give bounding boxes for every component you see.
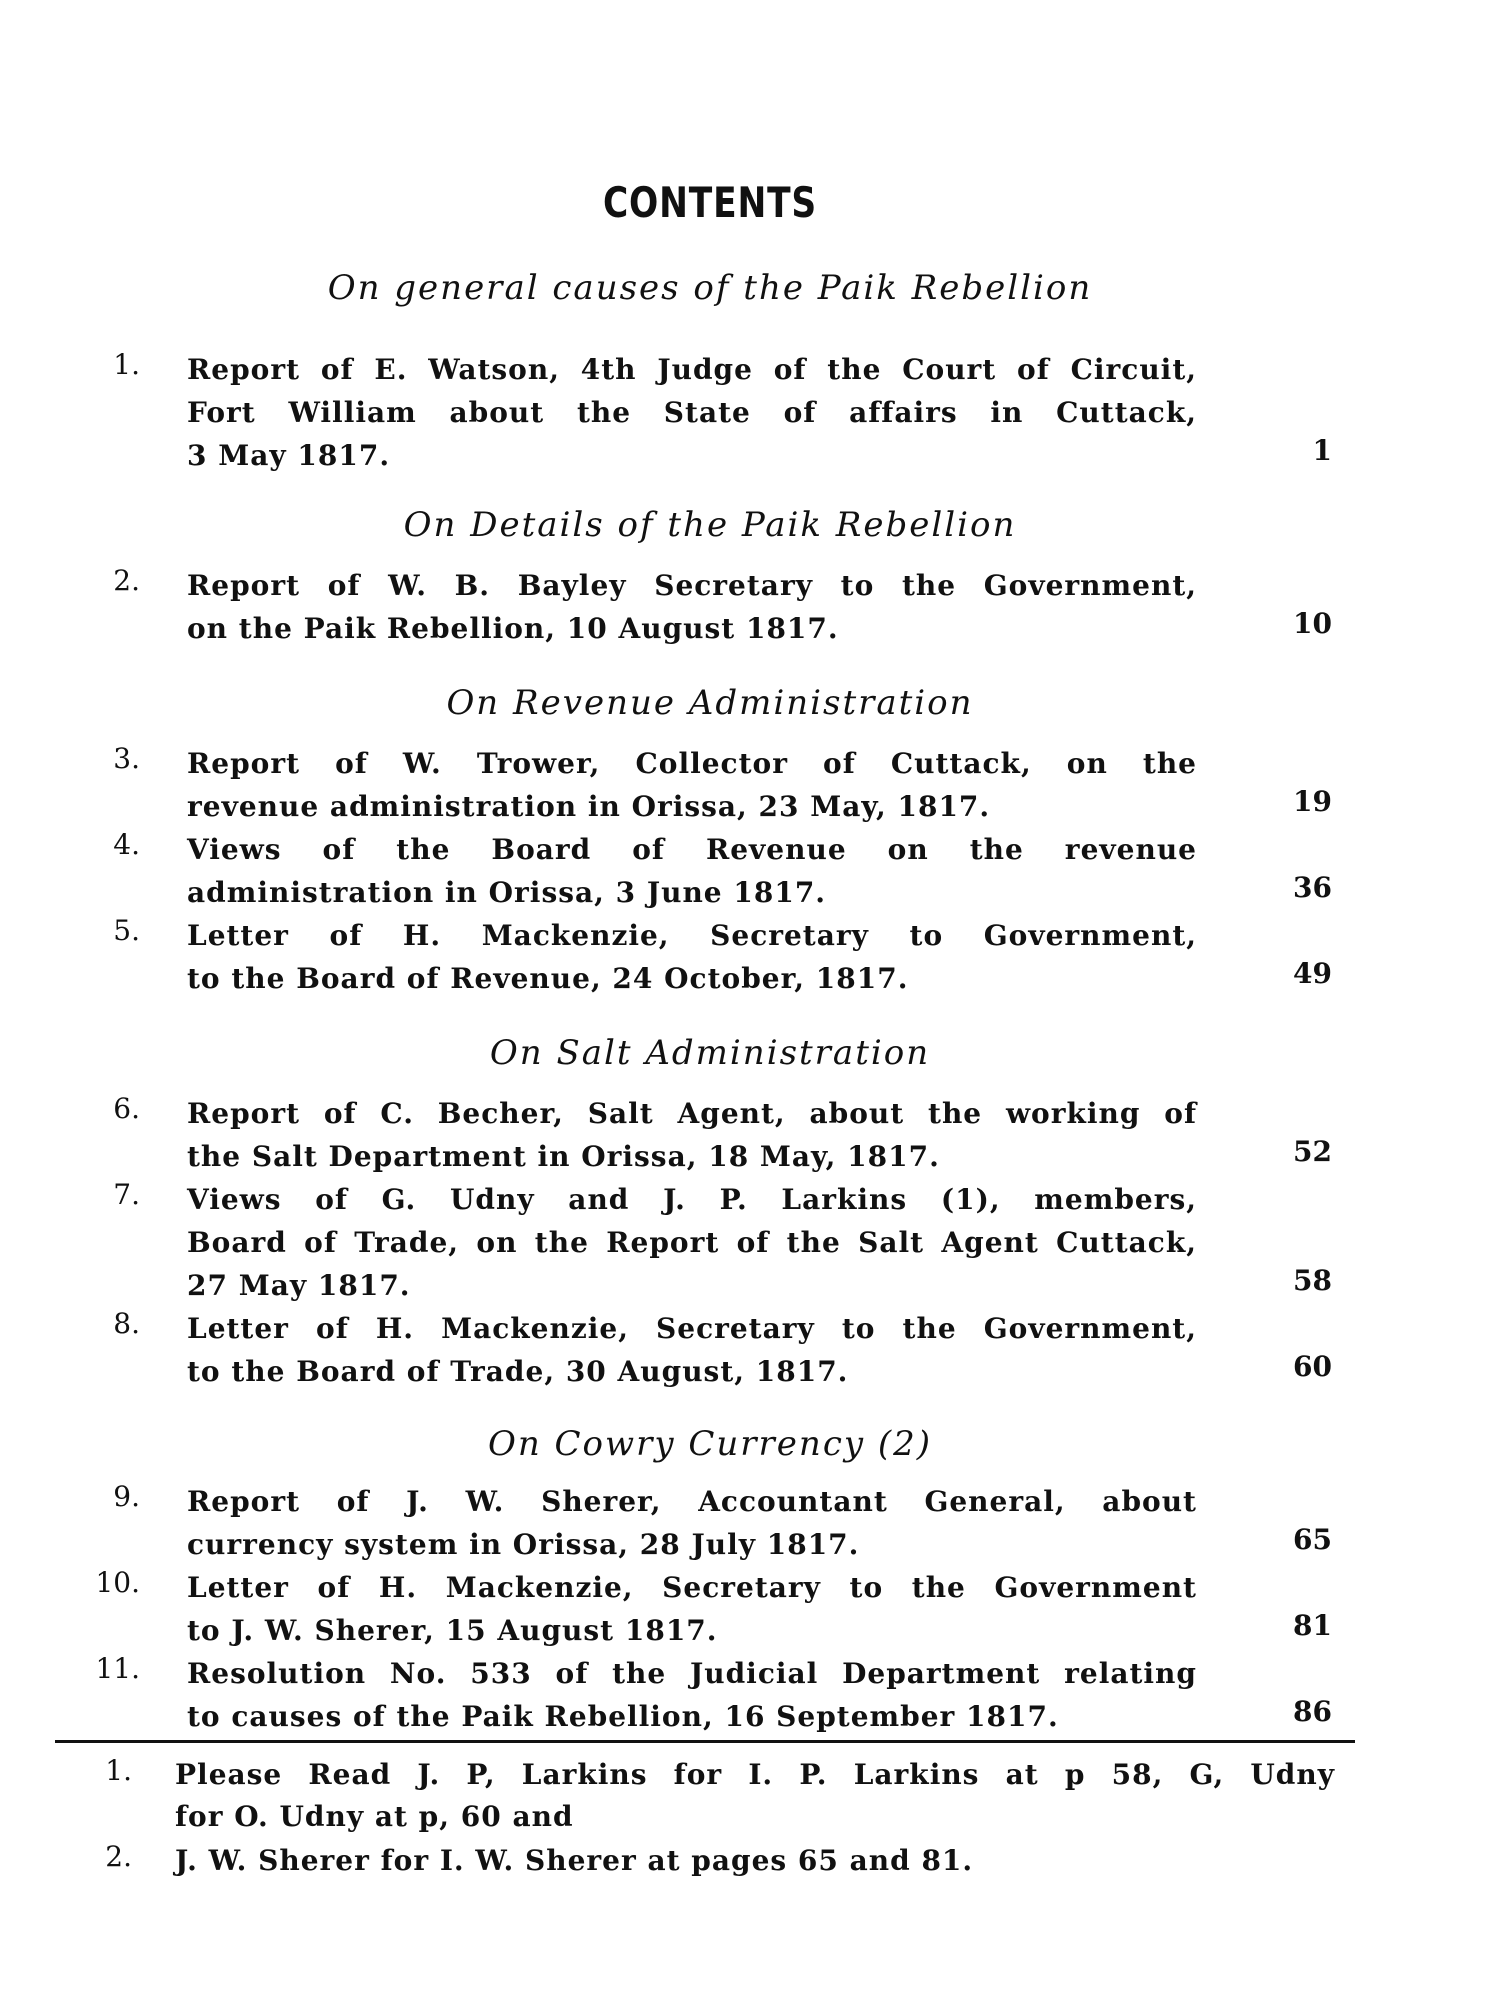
entry-number: 9. — [113, 1480, 140, 1513]
page-title: CONTENTS — [602, 178, 818, 227]
entry-text — [187, 1092, 1197, 1178]
entry-line: Report of J. W. Sherer, Accountant General, about — [187, 1485, 1197, 1518]
entry-line: to the Board of Revenue, 24 October, 1817. — [187, 962, 909, 995]
entry-number: 11. — [95, 1652, 140, 1685]
entry-line: Resolution No. 533 of the Judicial Department relating — [187, 1657, 1197, 1690]
entry-text — [187, 564, 1197, 650]
section-heading: On Revenue Administration — [446, 683, 974, 723]
section-heading: On Salt Administration — [489, 1033, 931, 1073]
entry-line: Report of W. Trower, Collector of Cuttack, on the — [187, 747, 1197, 780]
footnote-line: for O. Udny at p, 60 and — [175, 1800, 574, 1833]
entry-number: 2. — [113, 564, 140, 597]
entry-line: to causes of the Paik Rebellion, 16 September 1817. — [187, 1700, 1059, 1733]
footnote-text — [175, 1840, 1335, 1882]
entry-text — [187, 742, 1197, 828]
entry-page-number: 60 — [1293, 1350, 1332, 1383]
footnote-divider — [55, 1740, 1355, 1743]
section-heading: On Details of the Paik Rebellion — [403, 505, 1017, 545]
entry-line: Report of E. Watson, 4th Judge of the Court of Circuit, — [187, 353, 1197, 386]
entry-number: 4. — [113, 828, 140, 861]
entry-page-number: 81 — [1293, 1609, 1332, 1642]
entry-page-number: 58 — [1293, 1264, 1332, 1297]
entry-text — [187, 914, 1197, 1000]
entry-line: Views of the Board of Revenue on the revenue — [187, 833, 1197, 866]
entry-line: Letter of H. Mackenzie, Secretary to the Government, — [187, 1312, 1197, 1345]
entry-text — [187, 348, 1197, 477]
footnote-line: J. W. Sherer for I. W. Sherer at pages 65 and 81. — [175, 1844, 974, 1877]
entry-line: 3 May 1817. — [187, 439, 391, 472]
entry-page-number: 10 — [1293, 607, 1332, 640]
entry-line: the Salt Department in Orissa, 18 May, 1817. — [187, 1140, 940, 1173]
entry-text — [187, 1178, 1197, 1307]
entry-page-number: 86 — [1293, 1695, 1332, 1728]
section-heading: On Cowry Currency (2) — [487, 1424, 933, 1464]
entry-line: 27 May 1817. — [187, 1269, 411, 1302]
entry-text — [187, 1480, 1197, 1566]
entry-page-number: 65 — [1293, 1523, 1332, 1556]
entry-number: 8. — [113, 1307, 140, 1340]
section-heading: On general causes of the Paik Rebellion — [327, 268, 1093, 308]
entry-line: administration in Orissa, 3 June 1817. — [187, 876, 827, 909]
entry-number: 5. — [113, 914, 140, 947]
entry-line: Letter of H. Mackenzie, Secretary to the Government — [187, 1571, 1197, 1604]
entry-text — [187, 1652, 1197, 1738]
entry-line: revenue administration in Orissa, 23 May, 1817. — [187, 790, 991, 823]
entry-line: to the Board of Trade, 30 August, 1817. — [187, 1355, 849, 1388]
entry-number: 7. — [113, 1178, 140, 1211]
footnote-number: 1. — [105, 1754, 132, 1787]
entry-line: on the Paik Rebellion, 10 August 1817. — [187, 612, 839, 645]
entry-page-number: 1 — [1312, 434, 1332, 467]
footnote-text — [175, 1754, 1335, 1838]
entry-number: 6. — [113, 1092, 140, 1125]
entry-page-number: 49 — [1293, 957, 1332, 990]
footnote-line: Please Read J. P, Larkins for I. P. Larkins at p 58, G, Udny — [175, 1758, 1335, 1791]
entry-line: Letter of H. Mackenzie, Secretary to Government, — [187, 919, 1197, 952]
entry-line: Report of C. Becher, Salt Agent, about the working of — [187, 1097, 1197, 1130]
entry-number: 10. — [95, 1566, 140, 1599]
entry-text — [187, 1566, 1197, 1652]
entry-line: Board of Trade, on the Report of the Salt Agent Cuttack, — [187, 1226, 1197, 1259]
entry-number: 3. — [113, 742, 140, 775]
entry-page-number: 52 — [1293, 1135, 1332, 1168]
entry-line: Views of G. Udny and J. P. Larkins (1), members, — [187, 1183, 1197, 1216]
entry-page-number: 19 — [1293, 785, 1332, 818]
entry-page-number: 36 — [1293, 871, 1332, 904]
entry-number: 1. — [113, 348, 140, 381]
entry-line: Report of W. B. Bayley Secretary to the Government, — [187, 569, 1197, 602]
footnote-number: 2. — [105, 1840, 132, 1873]
entry-line: to J. W. Sherer, 15 August 1817. — [187, 1614, 718, 1647]
entry-text — [187, 1307, 1197, 1393]
entry-line: currency system in Orissa, 28 July 1817. — [187, 1528, 860, 1561]
entry-line: Fort William about the State of affairs in Cuttack, — [187, 396, 1197, 429]
entry-text — [187, 828, 1197, 914]
